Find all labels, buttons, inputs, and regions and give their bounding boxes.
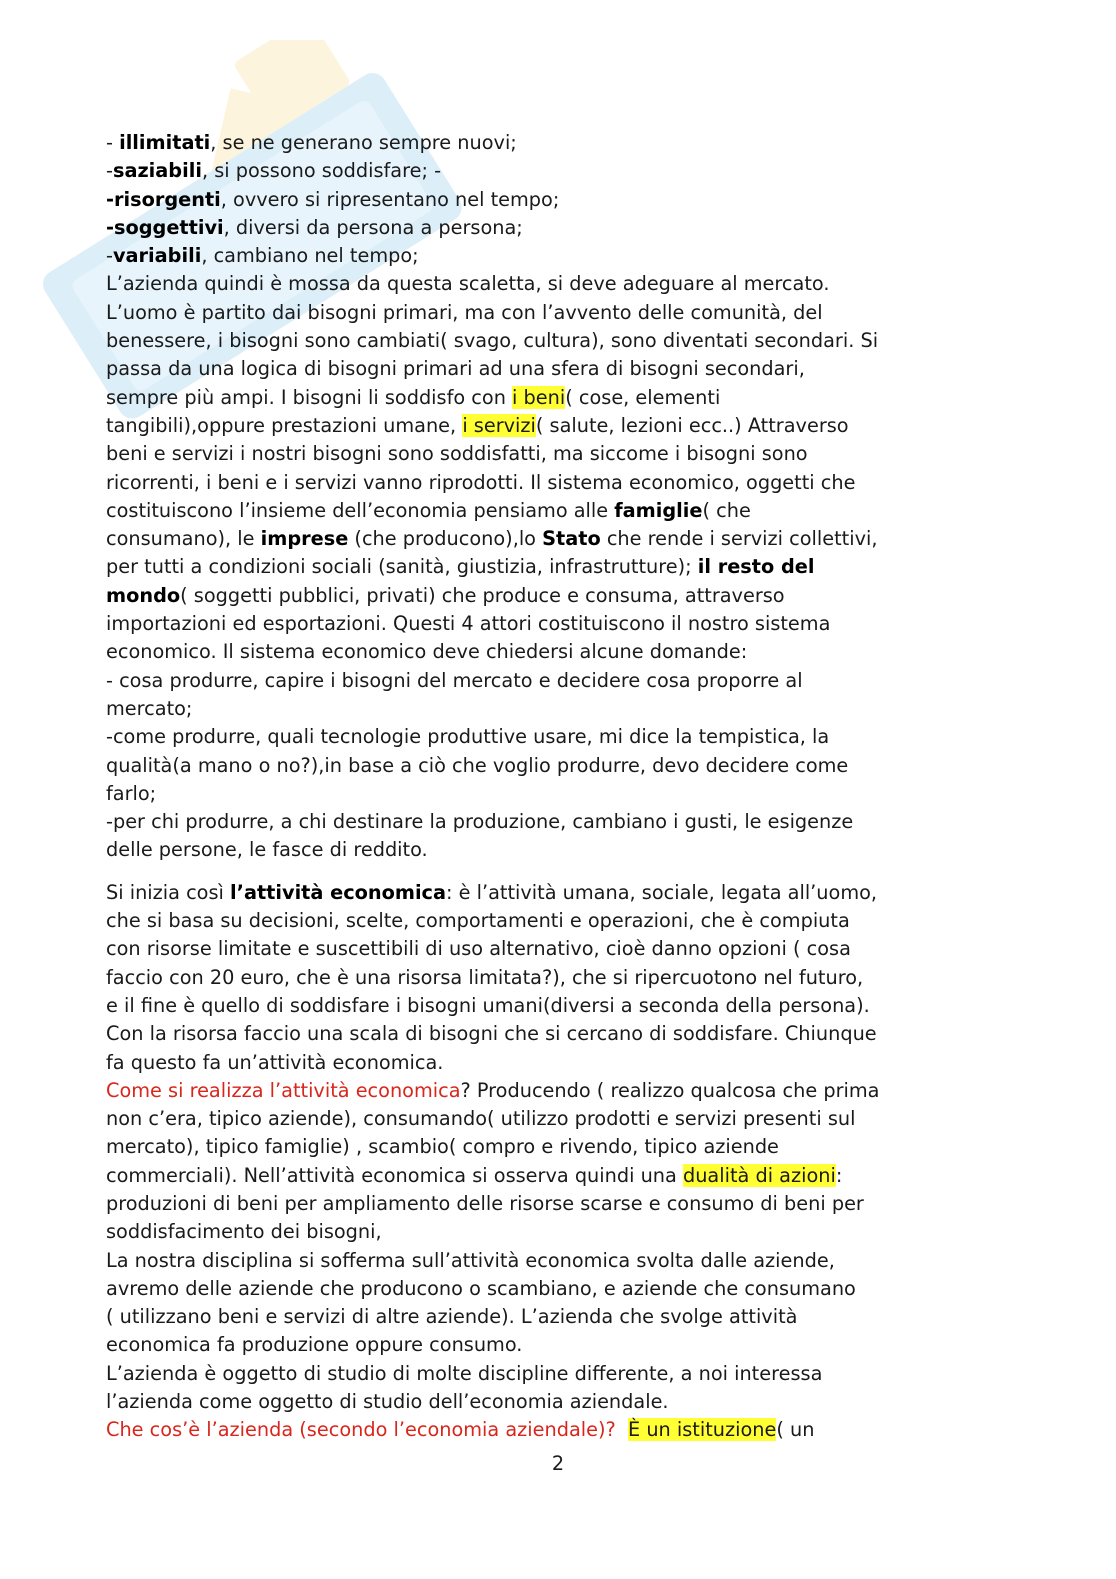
text-line: non c’era, tipico aziende), consumando( utilizzo prodotti e servizi presenti sul — [106, 1107, 856, 1131]
text-line: mercato; — [106, 696, 193, 720]
highlight-dualita: dualità di azioni — [682, 1163, 836, 1187]
text-line: con risorse limitate e suscettibili di uso alternativo, cioè danno opzioni ( cosa — [106, 937, 851, 961]
text-line: l’azienda come oggetto di studio dell’economia aziendale. — [106, 1390, 669, 1414]
text-line: avremo delle aziende che producono o scambiano, e aziende che consumano — [106, 1276, 856, 1300]
text-line: importazioni ed esportazioni. Questi 4 attori costituiscono il nostro sistema — [106, 612, 831, 636]
list-item: -saziabili, si possono soddisfare; - — [106, 159, 442, 183]
text-line: produzioni di beni per ampliamento delle risorse scarse e consumo di beni per — [106, 1191, 864, 1215]
text-line: tangibili),oppure prestazioni umane, i servizi( salute, lezioni ecc..) Attraverso — [106, 413, 849, 437]
text-line: benessere, i bisogni sono cambiati( svago, cultura), sono diventati secondari. Si — [106, 329, 879, 353]
text-line: farlo; — [106, 781, 157, 805]
text-line: per tutti a condizioni sociali (sanità, giustizia, infrastrutture); il resto del — [106, 555, 815, 579]
text-line: qualità(a mano o no?),in base a ciò che voglio produrre, devo decidere come — [106, 753, 849, 777]
red-question: Che cos’è l’azienda (secondo l’economia aziendale)? — [106, 1418, 616, 1442]
text-line: mondo( soggetti pubblici, privati) che produce e consuma, attraverso — [106, 583, 785, 607]
text-line: delle persone, le fasce di reddito. — [106, 838, 428, 862]
text-line: L’uomo è partito dai bisogni primari, ma con l’avvento delle comunità, del — [106, 300, 823, 324]
text-line: commerciali). Nell’attività economica si osserva quindi una dualità di azioni: — [106, 1163, 843, 1187]
text-line: La nostra disciplina si sofferma sull’attività economica svolta dalle aziende, — [106, 1248, 835, 1272]
list-item: -come produrre, quali tecnologie produttive usare, mi dice la tempistica, la — [106, 725, 830, 749]
text-line: L’azienda quindi è mossa da questa scaletta, si deve adeguare al mercato. — [106, 272, 830, 296]
text-line: beni e servizi i nostri bisogni sono soddisfatti, ma siccome i bisogni sono — [106, 442, 808, 466]
text-line: che si basa su decisioni, scelte, comportamenti e operazioni, che è compiuta — [106, 909, 850, 933]
list-item: -per chi produrre, a chi destinare la produzione, cambiano i gusti, le esigenze — [106, 810, 854, 834]
text-line: faccio con 20 euro, che è una risorsa limitata?), che si ripercuotono nel futuro, — [106, 965, 864, 989]
text-line: costituiscono l’insieme dell’economia pensiamo alle famiglie( che — [106, 498, 751, 522]
highlight-servizi: i servizi — [462, 413, 536, 437]
text-line: Come si realizza l’attività economica? Producendo ( realizzo qualcosa che prima — [106, 1078, 880, 1102]
text-line: e il fine è quello di soddisfare i bisogni umani(diversi a seconda della persona). — [106, 993, 870, 1017]
text-line: sempre più ampi. I bisogni li soddisfo con i beni( cose, elementi — [106, 385, 721, 409]
text-line: mercato), tipico famiglie) , scambio( compro e rivendo, tipico aziende — [106, 1135, 779, 1159]
text-line: ( utilizzano beni e servizi di altre aziende). L’azienda che svolge attività — [106, 1305, 798, 1329]
page-number: 2 — [551, 1452, 565, 1475]
text-line: Che cos’è l’azienda (secondo l’economia aziendale)? È un istituzione( un — [106, 1418, 815, 1442]
text-line: Si inizia così l’attività economica: è l’attività umana, sociale, legata all’uomo, — [106, 880, 878, 904]
text-line: Con la risorsa faccio una scala di bisogni che si cercano di soddisfare. Chiunque — [106, 1022, 877, 1046]
highlight-istituzione: È un istituzione — [628, 1418, 777, 1442]
list-item: -variabili, cambiano nel tempo; — [106, 244, 419, 268]
list-item: -risorgenti, ovvero si ripresentano nel tempo; — [106, 187, 560, 211]
red-question: Come si realizza l’attività economica — [106, 1078, 461, 1102]
text-line: consumano), le imprese (che producono),lo Stato che rende i servizi collettivi, — [106, 527, 878, 551]
document-body — [106, 129, 1012, 1445]
text-line: passa da una logica di bisogni primari ad una sfera di bisogni secondari, — [106, 357, 805, 381]
list-item: -soggettivi, diversi da persona a persona; — [106, 215, 523, 239]
highlight-beni: i beni — [512, 385, 566, 409]
list-item: - cosa produrre, capire i bisogni del mercato e decidere cosa proporre al — [106, 668, 803, 692]
list-item: - illimitati, se ne generano sempre nuovi; — [106, 131, 517, 154]
text-line: soddisfacimento dei bisogni, — [106, 1220, 382, 1244]
text-line: ricorrenti, i beni e i servizi vanno riprodotti. Il sistema economico, oggetti che — [106, 470, 856, 494]
text-line: fa questo fa un’attività economica. — [106, 1050, 444, 1074]
text-line: L’azienda è oggetto di studio di molte discipline differente, a noi interessa — [106, 1361, 823, 1385]
text-line: economico. Il sistema economico deve chiedersi alcune domande: — [106, 640, 748, 664]
text-line: economica fa produzione oppure consumo. — [106, 1333, 523, 1357]
